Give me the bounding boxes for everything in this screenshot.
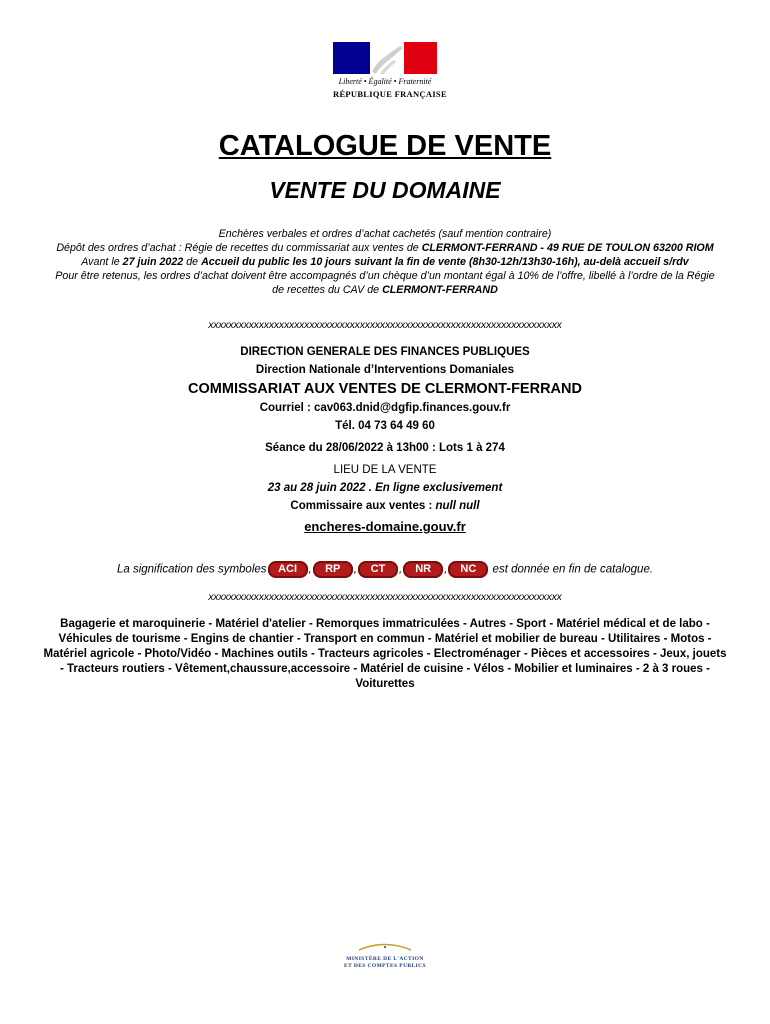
republic-name: RÉPUBLIQUE FRANÇAISE [333, 89, 447, 99]
sale-info [50, 227, 720, 297]
symbols-legend: La signification des symboles ACI , RP , CT , NR , NC est donnée en fin de catalogue. [0, 561, 770, 578]
ministry-seal [335, 938, 435, 970]
republic-motto: Liberté • Égalité • Fraternité [338, 77, 432, 86]
page-title: CATALOGUE DE VENTE [218, 130, 552, 162]
separator-top: xxxxxxxxxxxxxxxxxxxxxxxxxxxxxxxxxxxxxxxxxxxxxxxxxxxxxxxxxxxxxxxxxxxxxx [208, 319, 562, 331]
seal-line-2: ET DES COMPTES PUBLICS [344, 963, 426, 969]
page-subtitle: VENTE DU DOMAINE [269, 177, 501, 203]
website-link[interactable]: encheres-domaine.gouv.fr [304, 519, 466, 534]
badge-ct: CT [358, 561, 398, 578]
badge-rp: RP [313, 561, 353, 578]
venue-details: 23 au 28 juin 2022 . En ligne exclusivement [267, 482, 503, 494]
badge-aci: ACI [268, 561, 308, 578]
legend-prefix: La signification des symboles [116, 563, 267, 576]
separator-bottom: xxxxxxxxxxxxxxxxxxxxxxxxxxxxxxxxxxxxxxxxxxxxxxxxxxxxxxxxxxxxxxxxxxxxxx [208, 591, 562, 603]
badge-nc: NC [448, 561, 488, 578]
categories-list: Bagagerie et maroquinerie - Matériel d'atelier - Remorques immatriculées - Autres - Sport - Matériel médical et de labo - Véhicules de tourisme - Engins de chantier - Transport en commun - Matériel et mobilier de bureau - Utilitaires - Motos - Matériel agricole - Photo/Vidéo - Machines outils - Tracteurs agricoles - Electroménager - Pièces et accessoires - Jeux, jouets - Tracteurs routiers - Vêtement,chaussure,accessoire - Matériel de cuisine - Vélos - Mobilier et luminaires - 2 à 3 roues - Voiturettes [43, 618, 727, 690]
auctioneer: Commissaire aux ventes : null null [290, 500, 480, 512]
badge-nr: NR [403, 561, 443, 578]
info-line-1: Enchères verbales et ordres d’achat cachetés (sauf mention contraire) [218, 228, 552, 240]
direction-block [0, 343, 770, 515]
dgfip-heading: DIRECTION GENERALE DES FINANCES PUBLIQUES [240, 346, 530, 358]
info-line-4: Pour être retenus, les ordres d’achat doivent être accompagnés d’un chèque d’un montant égal à 10% de l’offre, libellé à l’ordre de la Régie de recettes du CAV de CLERMONT-FERRAND [55, 270, 715, 296]
marianne-flag-icon [333, 42, 437, 74]
ministry-arc-icon [355, 941, 415, 951]
republique-francaise-logo [333, 42, 447, 99]
info-line-2: Dépôt des ordres d’achat : Régie de recettes du commissariat aux ventes de CLERMONT-FERRAND - 49 RUE DE TOULON 63200 RIOM [56, 242, 714, 254]
seal-line-1: MINISTÈRE DE L'ACTION [346, 956, 424, 962]
legend-suffix: est donnée en fin de catalogue. [489, 563, 654, 576]
info-line-3: Avant le 27 juin 2022 de Accueil du public les 10 jours suivant la fin de vente (8h30-12h/13h30-16h), au-delà accueil s/rdv [81, 256, 689, 268]
venue-label: LIEU DE LA VENTE [333, 464, 437, 476]
contact-phone: Tél. 04 73 64 49 60 [335, 420, 435, 432]
dnid-heading: Direction Nationale d’Interventions Domaniales [255, 364, 515, 376]
contact-email: Courriel : cav063.dnid@dgfip.finances.gouv.fr [259, 402, 511, 414]
session-info: Séance du 28/06/2022 à 13h00 : Lots 1 à 274 [265, 442, 505, 454]
commissariat-heading: COMMISSARIAT AUX VENTES DE CLERMONT-FERRAND [188, 381, 582, 397]
